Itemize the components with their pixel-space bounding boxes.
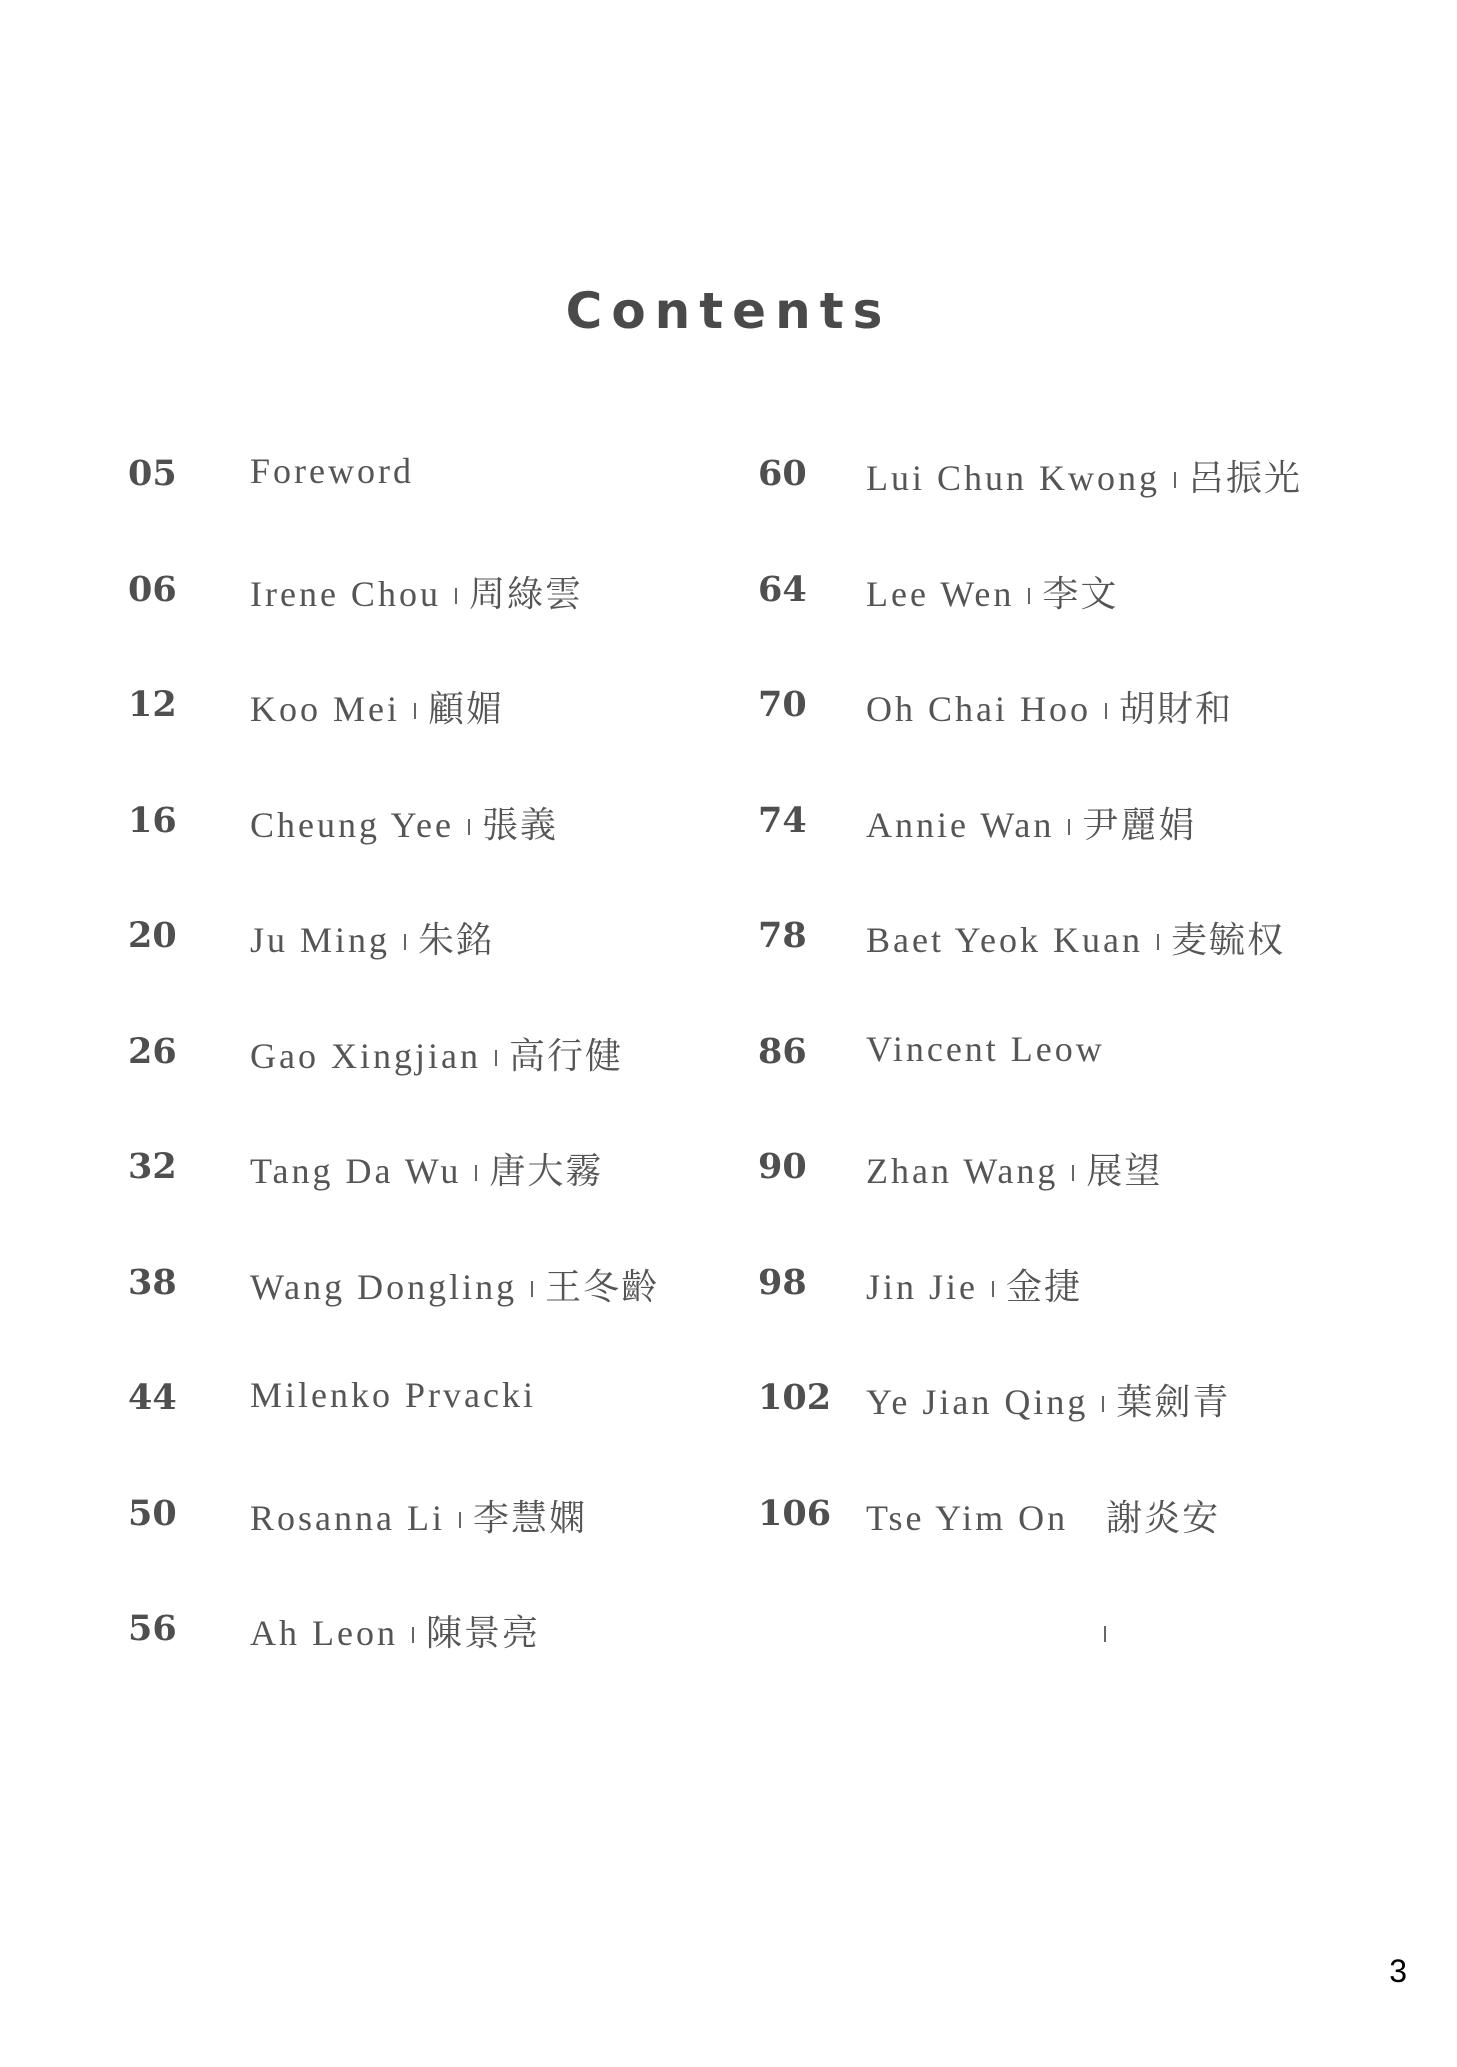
toc-page-number: 56 [128, 1608, 177, 1649]
toc-page-number: 86 [758, 1030, 807, 1072]
artist-name: Irene Chou [250, 573, 441, 614]
toc-page-number: 12 [128, 684, 177, 725]
toc-entry[interactable] [128, 569, 728, 685]
artist-name: Zhan Wang [866, 1151, 1059, 1191]
artist-chinese-name: 李文 [1042, 573, 1119, 615]
separator-bar [414, 703, 416, 719]
artist-name: Wang Dongling [250, 1266, 518, 1307]
toc-page-number: 26 [128, 1030, 177, 1072]
artist-name: Baet Yeok Kuan [866, 920, 1143, 960]
toc-page-number: 64 [758, 568, 807, 610]
separator-bar [531, 1281, 533, 1297]
artist-chinese-name: 王冬齡 [545, 1266, 660, 1308]
separator-bar [1157, 934, 1159, 950]
toc-page-number: 20 [128, 915, 177, 956]
artist-chinese-name: 李慧嫻 [472, 1497, 587, 1539]
toc-page-number: 90 [758, 1146, 807, 1187]
toc-entry-title [250, 912, 494, 963]
artist-chinese-name: 麦毓权 [1170, 920, 1285, 961]
toc-entry[interactable] [758, 684, 1418, 800]
artist-name: Jin Jie [866, 1266, 979, 1307]
artist-chinese-name: 周綠雲 [468, 573, 583, 615]
toc-page-number: 32 [128, 1146, 177, 1187]
toc-entry[interactable] [758, 1493, 1418, 1609]
toc-entry[interactable] [128, 1493, 728, 1609]
toc-entry-title [866, 566, 1118, 617]
toc-entry-title [250, 1259, 659, 1310]
toc-entry-title [866, 912, 1285, 963]
toc-entry[interactable] [128, 915, 728, 1031]
artist-chinese-name: 唐大霧 [489, 1151, 604, 1192]
separator-bar [475, 1165, 477, 1181]
artist-chinese-name: 陳景亮 [425, 1613, 540, 1654]
toc-entry-title [250, 450, 414, 492]
artist-name: Lui Chun Kwong [866, 458, 1160, 498]
toc-page-number: 38 [128, 1261, 177, 1303]
toc-column-left [128, 453, 728, 1724]
toc-entry-title [866, 681, 1233, 732]
toc-entry-title [866, 797, 1196, 848]
toc-entry-title [250, 1374, 536, 1416]
toc-entry[interactable] [128, 1262, 728, 1378]
artist-name: Cheung Yee [250, 804, 455, 845]
toc-entry[interactable] [758, 800, 1418, 916]
toc-entry[interactable] [758, 1146, 1418, 1262]
toc-entry[interactable] [128, 1377, 728, 1493]
separator-bar [1105, 703, 1107, 719]
separator-bar [1028, 588, 1030, 604]
artist-chinese-name: 胡財和 [1119, 689, 1234, 730]
page-number: 3 [1389, 1953, 1407, 1989]
toc-entry-title [250, 566, 583, 617]
artist-name: Koo Mei [250, 689, 400, 729]
artist-chinese-name: 展望 [1086, 1151, 1163, 1192]
artist-chinese-name: 高行健 [508, 1035, 623, 1077]
artist-name: Tang Da Wu [250, 1151, 462, 1191]
toc-entry[interactable] [128, 453, 728, 569]
artist-name: Vincent Leow [866, 1028, 1105, 1069]
toc-entry-title [866, 1028, 1105, 1070]
artist-chinese-name: 朱銘 [418, 920, 495, 961]
artist-name: Ye Jian Qing [866, 1382, 1089, 1422]
toc-entry-title [866, 1143, 1162, 1194]
toc-entry-title [250, 1143, 603, 1194]
separator-bar [992, 1281, 994, 1297]
toc-page-number: 44 [128, 1377, 177, 1418]
toc-column-right [758, 453, 1418, 1608]
separator-bar [495, 1050, 497, 1066]
toc-entry-title [250, 1490, 587, 1541]
separator-bar [1068, 819, 1070, 835]
artist-chinese-name: 張義 [482, 804, 559, 846]
toc-entry-title [866, 1490, 1220, 1541]
toc-entry[interactable] [758, 569, 1418, 685]
artist-name: Milenko Prvacki [250, 1375, 536, 1415]
toc-entry[interactable] [758, 915, 1418, 1031]
artist-name: Oh Chai Hoo [866, 689, 1091, 729]
toc-page-number: 06 [128, 568, 177, 610]
separator-bar [412, 1627, 414, 1643]
toc-page-number: 102 [758, 1377, 832, 1418]
artist-name: Gao Xingjian [250, 1035, 481, 1076]
artist-chinese-name: 顧媚 [428, 689, 505, 730]
artist-name: Tse Yim On [866, 1497, 1069, 1538]
toc-entry[interactable] [758, 1028, 1418, 1147]
toc-entry[interactable] [758, 1262, 1418, 1378]
artist-chinese-name: 尹麗娟 [1082, 804, 1197, 846]
toc-page-number: 60 [758, 453, 807, 494]
artist-name: Rosanna Li [250, 1497, 445, 1538]
toc-page-number: 50 [128, 1492, 177, 1534]
toc-entry[interactable] [758, 1377, 1418, 1493]
toc-page-number: 16 [128, 799, 177, 841]
toc-page-number: 98 [758, 1261, 807, 1303]
artist-chinese-name: 謝炎安 [1106, 1497, 1221, 1539]
toc-entry-title [250, 1028, 623, 1079]
artist-name: Lee Wen [866, 573, 1015, 614]
separator-bar [455, 588, 457, 604]
toc-entry-title [866, 450, 1302, 501]
separator-bar [404, 934, 406, 950]
toc-entry[interactable] [128, 1031, 728, 1147]
toc-entry-title [866, 1374, 1230, 1425]
separator-bar [468, 819, 470, 835]
toc-page-number: 70 [758, 684, 807, 725]
separator-bar [459, 1512, 461, 1528]
toc-page-number: 05 [128, 453, 177, 494]
toc-entry-title [250, 681, 504, 732]
separator-bar [1102, 1396, 1104, 1412]
contents-title: Contents [565, 282, 892, 340]
artist-name: Annie Wan [866, 804, 1055, 845]
toc-entry-title [866, 1259, 1082, 1310]
artist-chinese-name: 金捷 [1006, 1266, 1083, 1308]
artist-name: Ah Leon [250, 1613, 398, 1653]
toc-entry[interactable] [758, 453, 1418, 569]
artist-chinese-name: 呂振光 [1188, 458, 1303, 499]
toc-entry[interactable] [128, 1146, 728, 1262]
toc-entry-title [250, 1605, 540, 1656]
toc-page-number: 74 [758, 799, 807, 841]
toc-entry[interactable] [128, 684, 728, 800]
separator-bar [1072, 1165, 1074, 1181]
toc-entry-title [250, 797, 558, 848]
artist-name: Foreword [250, 451, 414, 491]
artist-chinese-name: 葉劍青 [1116, 1382, 1231, 1423]
artist-name: Ju Ming [250, 920, 391, 960]
separator-bar [1174, 472, 1176, 488]
toc-entry[interactable] [128, 1608, 728, 1724]
toc-entry[interactable] [128, 800, 728, 916]
separator-bar [1104, 1626, 1106, 1642]
toc-page-number: 78 [758, 915, 807, 956]
toc-page-number: 106 [758, 1492, 832, 1534]
